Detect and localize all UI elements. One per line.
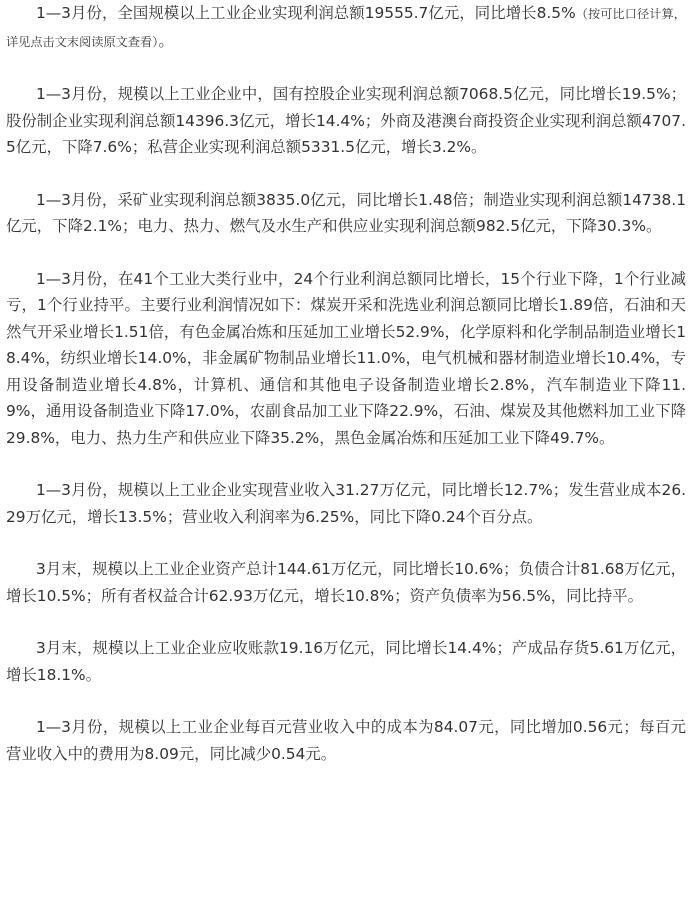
- paragraph-revenue: 1—3月份，规模以上工业企业实现营业收入31.27万亿元，同比增长12.7%；发生营业成本26.29万亿元，增长13.5%；营业收入利润率为6.25%，同比下降0.24个百分点。: [6, 481, 686, 526]
- paragraph-gap: [6, 451, 686, 477]
- comparable-basis-note: （按可比口径计算，详见点击文末阅读原文查看）: [6, 7, 686, 49]
- paragraph-assets: 3月末，规模以上工业企业资产总计144.61万亿元，同比增长10.6%；负债合计81.68万亿元，增长10.5%；所有者权益合计62.93万亿元，增长10.8%；资产负债率为56.5%，同比持平。: [6, 560, 686, 605]
- paragraph-cost-per-hundred: 1—3月份，规模以上工业企业每百元营业收入中的成本为84.07元，同比增加0.56元；每百元营业收入中的费用为8.09元，同比减少0.54元。: [6, 718, 686, 763]
- paragraph-text: 1—3月份，全国规模以上工业企业实现利润总额19555.7亿元，同比增长8.5%: [36, 4, 576, 22]
- paragraph-gap: [6, 609, 686, 635]
- paragraph-gap: [6, 161, 686, 187]
- paragraph-total-profit: [6, 0, 686, 55]
- paragraph-receivables: 3月末，规模以上工业企业应收账款19.16万亿元，同比增长14.4%；产成品存货5.61万亿元，增长18.1%。: [6, 639, 686, 684]
- paragraph-industry-profit: 1—3月份，在41个工业大类行业中，24个行业利润总额同比增长，15个行业下降，1个行业减亏，1个行业持平。主要行业利润情况如下：煤炭开采和洗选业利润总额同比增长1.89倍，石油和天然气开采业增长1.51倍，有色金属冶炼和压延加工业增长52.9%，化学原料和化学制品制造业增长18.4%，纺织业增长14.0%，非金属矿物制品业增长11.0%，电气机械和器材制造业增长10.4%，专用设备制造业增长4.8%，计算机、通信和其他电子设备制造业增长2.8%，汽车制造业下降11.9%，通用设备制造业下降17.0%，农副食品加工业下降22.9%，石油、煤炭及其他燃料加工业下降29.8%，电力、热力生产和供应业下降35.2%，黑色金属冶炼和压延加工业下降49.7%。: [6, 269, 686, 447]
- paragraph-gap: [6, 530, 686, 556]
- article-body: [6, 0, 686, 767]
- paragraph-gap: [6, 240, 686, 266]
- paragraph-tail: 。: [158, 31, 174, 50]
- paragraph-gap: [6, 688, 686, 714]
- paragraph-sector-profit: 1—3月份，采矿业实现利润总额3835.0亿元，同比增长1.48倍；制造业实现利润总额14738.1亿元，下降2.1%；电力、热力、燃气及水生产和供应业实现利润总额982.5亿元，下降30.3%。: [6, 190, 686, 235]
- paragraph-ownership-profit: 1—3月份，规模以上工业企业中，国有控股企业实现利润总额7068.5亿元，同比增长19.5%；股份制企业实现利润总额14396.3亿元，增长14.4%；外商及港澳台商投资企业实现利润总额4707.5亿元，下降7.6%；私营企业实现利润总额5331.5亿元，增长3.2%。: [6, 85, 686, 156]
- paragraph-gap: [6, 55, 686, 81]
